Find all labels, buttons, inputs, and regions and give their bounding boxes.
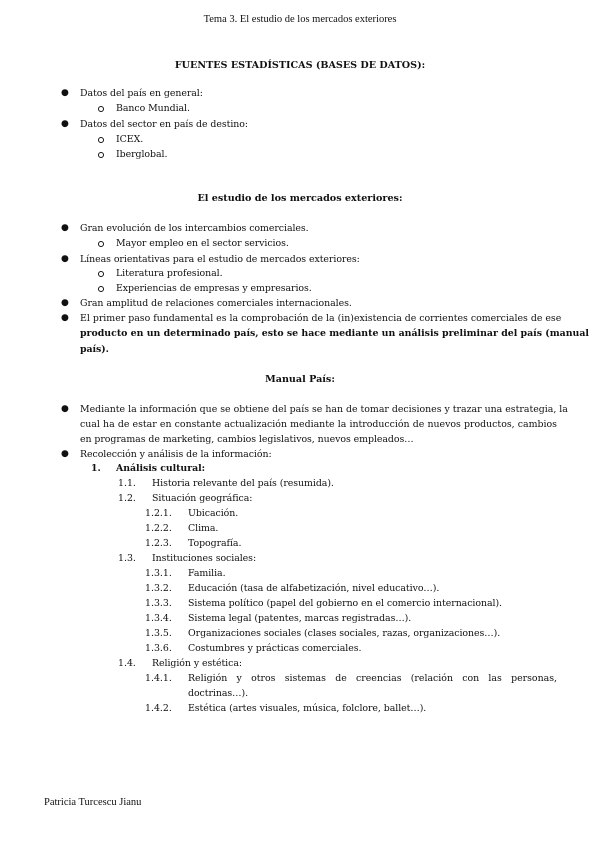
list-item: Gran evolución de los intercambios comerciales.: [80, 223, 309, 234]
bullet-icon: ●: [61, 404, 69, 414]
outline-number: 1.3.6.: [145, 643, 172, 654]
paragraph-line: cual ha de estar en constante actualización mediante la introducción de nuevos productos, cambios: [80, 419, 557, 430]
outline-number: 1.2.2.: [145, 523, 172, 534]
list-subitem: Iberglobal.: [116, 149, 168, 160]
outline-item: Topografía.: [188, 538, 242, 549]
bullet-icon: ●: [61, 119, 69, 129]
outline-number: 1.3.5.: [145, 628, 172, 639]
outline-item: Religión y estética:: [152, 658, 242, 669]
outline-number: 1.4.2.: [145, 703, 172, 714]
page-footer-author: Patricia Turcescu Jianu: [44, 797, 142, 808]
outline-number: 1.3.2.: [145, 583, 172, 594]
outline-item: Situación geográfica:: [152, 493, 253, 504]
bullet-icon: ●: [61, 313, 69, 323]
list-item: Líneas orientativas para el estudio de mercados exteriores:: [80, 254, 360, 265]
circle-bullet-icon: [98, 106, 104, 112]
paragraph-line: producto en un determinado país, esto se hace mediante un análisis preliminar del país (manual: [80, 328, 589, 339]
outline-item: Religión y otros sistemas de creencias (relación con las personas,: [188, 673, 557, 684]
bullet-icon: ●: [61, 254, 69, 264]
bullet-icon: ●: [61, 88, 69, 98]
circle-bullet-icon: [98, 241, 104, 247]
page-header: Tema 3. El estudio de los mercados exteriores: [203, 14, 397, 25]
outline-item-continued: doctrinas…).: [188, 688, 248, 699]
outline-item: Instituciones sociales:: [152, 553, 257, 564]
section-title-estudio: El estudio de los mercados exteriores:: [197, 193, 403, 204]
list-subitem: Experiencias de empresas y empresarios.: [116, 283, 312, 294]
circle-bullet-icon: [98, 286, 104, 292]
outline-item: Ubicación.: [188, 508, 239, 519]
paragraph-line: en programas de marketing, cambios legislativos, nuevos empleados…: [80, 434, 414, 445]
circle-bullet-icon: [98, 271, 104, 277]
outline-number: 1.3.1.: [145, 568, 172, 579]
outline-item: Sistema legal (patentes, marcas registradas…).: [188, 613, 412, 624]
list-item: Datos del sector en país de destino:: [80, 119, 248, 130]
bullet-icon: ●: [61, 449, 69, 459]
bullet-icon: ●: [61, 223, 69, 233]
outline-item: Estética (artes visuales, música, folclore, ballet…).: [188, 703, 427, 714]
outline-number: 1.2.1.: [145, 508, 172, 519]
outline-item: Clima.: [188, 523, 219, 534]
list-item: Recolección y análisis de la información:: [80, 449, 272, 460]
list-subitem: Literatura profesional.: [116, 268, 223, 279]
outline-number: 1.3.3.: [145, 598, 172, 609]
paragraph-line: El primer paso fundamental es la comprobación de la (in)existencia de corrientes comerciales de ese: [80, 313, 562, 324]
outline-number: 1.2.3.: [145, 538, 172, 549]
outline-item: Educación (tasa de alfabetización, nivel educativo…).: [188, 583, 440, 594]
outline-number: 1.1.: [118, 478, 136, 489]
paragraph-line: país).: [80, 344, 109, 355]
list-subitem: ICEX.: [116, 134, 144, 145]
outline-number: 1.3.4.: [145, 613, 172, 624]
outline-item: Historia relevante del país (resumida).: [152, 478, 334, 489]
bullet-icon: ●: [61, 298, 69, 308]
outline-item: Sistema político (papel del gobierno en el comercio internacional).: [188, 598, 502, 609]
list-subitem: Banco Mundial.: [116, 103, 190, 114]
outline-item: Familia.: [188, 568, 226, 579]
outline-number: 1.3.: [118, 553, 136, 564]
list-item: Gran amplitud de relaciones comerciales internacionales.: [80, 298, 352, 309]
outline-item: Organizaciones sociales (clases sociales, razas, organizaciones…).: [188, 628, 501, 639]
paragraph-line: Mediante la información que se obtiene del país se han de tomar decisiones y trazar una estrategia, la: [80, 404, 568, 415]
outline-number: 1.: [91, 463, 101, 474]
section-title-fuentes: FUENTES ESTADÍSTICAS (BASES DE DATOS):: [174, 60, 426, 71]
section-title-manual: Manual País:: [265, 374, 335, 385]
outline-number: 1.4.1.: [145, 673, 172, 684]
list-item: Datos del país en general:: [80, 88, 203, 99]
outline-item: Costumbres y prácticas comerciales.: [188, 643, 362, 654]
circle-bullet-icon: [98, 137, 104, 143]
outline-item: Análisis cultural:: [116, 463, 206, 474]
circle-bullet-icon: [98, 152, 104, 158]
outline-number: 1.4.: [118, 658, 136, 669]
outline-number: 1.2.: [118, 493, 136, 504]
list-subitem: Mayor empleo en el sector servicios.: [116, 238, 289, 249]
